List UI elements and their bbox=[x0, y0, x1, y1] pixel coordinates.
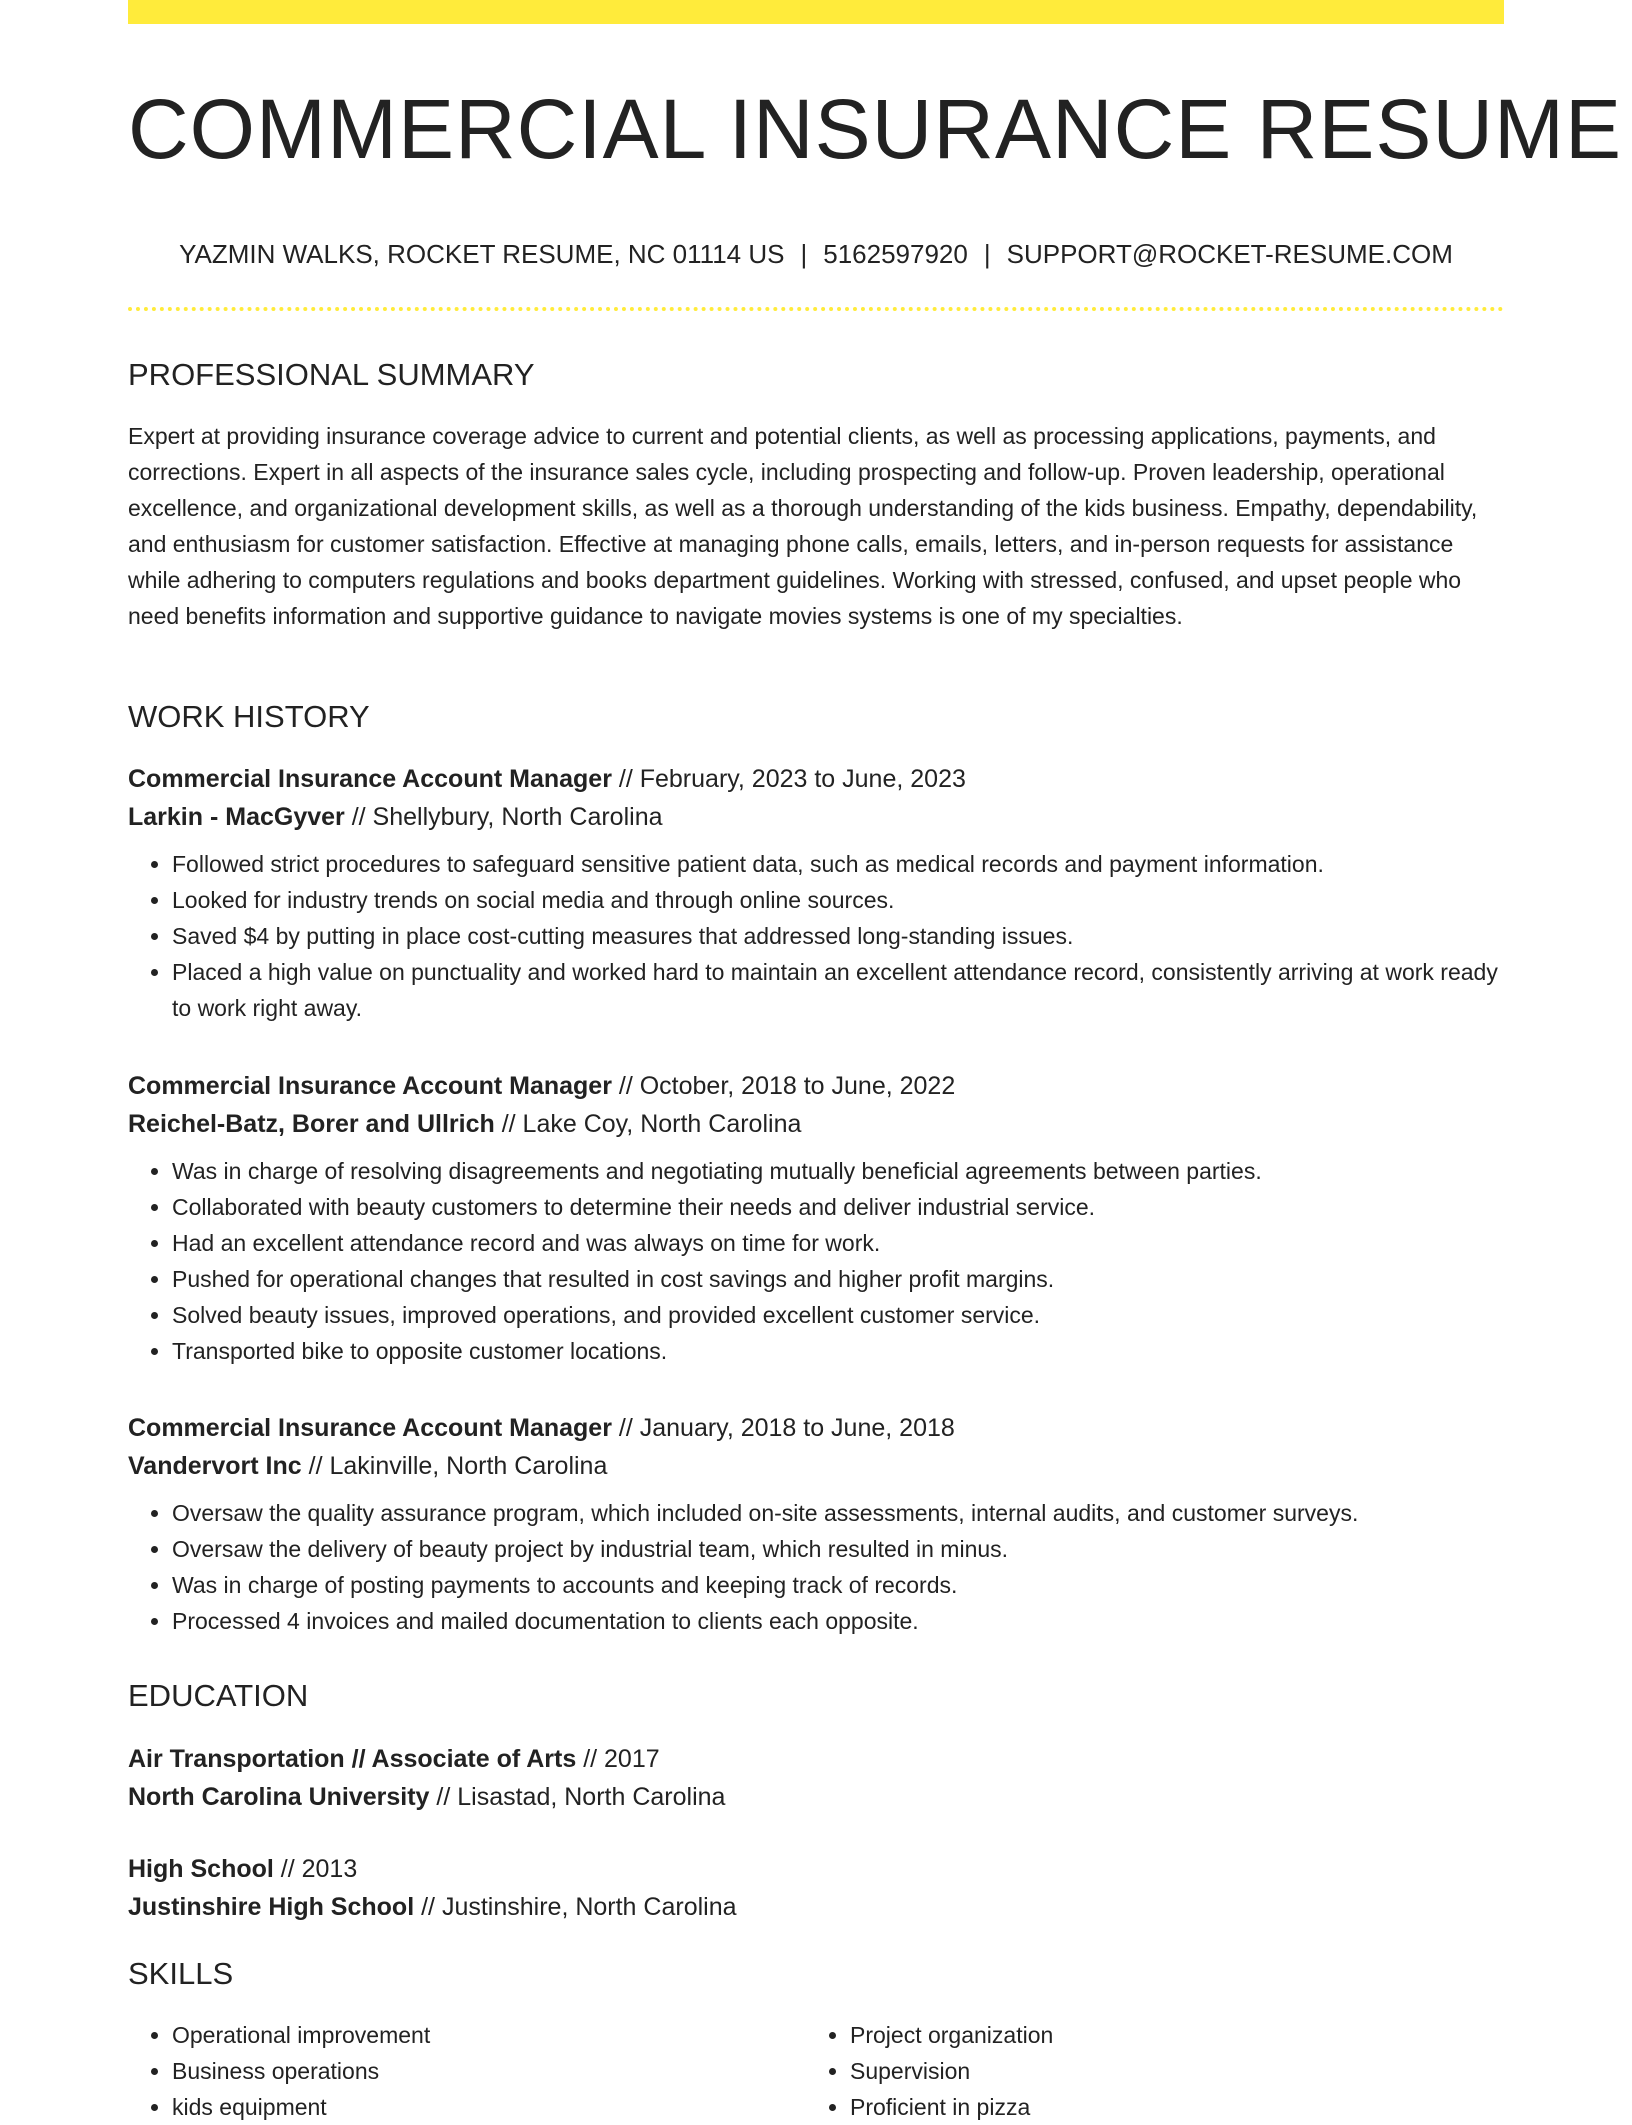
job-title: Commercial Insurance Account Manager bbox=[128, 1072, 612, 1100]
job-company-line bbox=[128, 798, 1504, 836]
education-school: Justinshire High School bbox=[128, 1893, 415, 1921]
contact-line bbox=[128, 238, 1504, 270]
skill-item: • Project organization bbox=[850, 2017, 1480, 2053]
skill-item: • Supervision bbox=[850, 2053, 1480, 2089]
job-bullet: • Oversaw the quality assurance program, which included on-site assessments, internal audits, and customer surveys. bbox=[172, 1495, 1504, 1531]
job-location: // Lakinville, North Carolina bbox=[308, 1452, 608, 1480]
job-dates: // January, 2018 to June, 2018 bbox=[618, 1414, 955, 1442]
summary-text: Expert at providing insurance coverage advice to current and potential clients, as well as processing applications, payments, and corrections. Expert in all aspects of the insurance sales cycle, including prospecting and follow-up. Proven leadership, operational excellence, and organizational development skills, as well as a thorough understanding of the kids business. Empathy, dependability, and enthusiasm for customer satisfaction. Effective at managing phone calls, emails, letters, and in-person requests for assistance while adhering to computers regulations and books department guidelines. Working with stressed, confused, and upset people who need benefits information and supportive guidance to navigate movies systems is one of my specialties. bbox=[128, 423, 1478, 629]
education-location: // Lisastad, North Carolina bbox=[436, 1783, 726, 1811]
contact-email: SUPPORT@ROCKET-RESUME.COM bbox=[1006, 239, 1453, 269]
education-school: North Carolina University bbox=[128, 1783, 430, 1811]
job-bullet: • Processed 4 invoices and mailed documentation to clients each opposite. bbox=[172, 1603, 1504, 1639]
page-title: COMMERCIAL INSURANCE RESUME bbox=[128, 82, 1623, 176]
job-bullet: • Saved $4 by putting in place cost-cutting measures that addressed long-standing issues. bbox=[172, 918, 1504, 954]
education-degree: High School bbox=[128, 1855, 274, 1883]
job-title-line bbox=[128, 1067, 1504, 1105]
education-school-line bbox=[128, 1888, 1504, 1926]
job-bullets bbox=[128, 1495, 1504, 1639]
education-entry bbox=[128, 1850, 1504, 1926]
job-location: // Lake Coy, North Carolina bbox=[501, 1110, 802, 1138]
job-title: Commercial Insurance Account Manager bbox=[128, 765, 612, 793]
accent-top-bar bbox=[128, 0, 1504, 24]
education-year: // 2017 bbox=[583, 1745, 660, 1773]
job-bullet: • Oversaw the delivery of beauty project by industrial team, which resulted in minus. bbox=[172, 1531, 1504, 1567]
contact-address: YAZMIN WALKS, ROCKET RESUME, NC 01114 US bbox=[179, 239, 785, 269]
job-bullet: • Had an excellent attendance record and was always on time for work. bbox=[172, 1225, 1504, 1261]
job-bullet: • Collaborated with beauty customers to determine their needs and deliver industrial service. bbox=[172, 1189, 1504, 1225]
dotted-divider bbox=[128, 307, 1504, 311]
skill-item: • Operational improvement bbox=[172, 2017, 802, 2053]
job-bullet: • Was in charge of posting payments to accounts and keeping track of records. bbox=[172, 1567, 1504, 1603]
job-location: // Shellybury, North Carolina bbox=[351, 803, 663, 831]
section-heading-skills: SKILLS bbox=[128, 1956, 234, 1991]
job-dates: // February, 2023 to June, 2023 bbox=[618, 765, 966, 793]
job-bullet: • Followed strict procedures to safeguard sensitive patient data, such as medical records and payment information. bbox=[172, 846, 1504, 882]
job-entry bbox=[128, 760, 1504, 1026]
job-bullet: • Pushed for operational changes that resulted in cost savings and higher profit margins. bbox=[172, 1261, 1504, 1297]
job-entry bbox=[128, 1067, 1504, 1369]
education-degree: Air Transportation // Associate of Arts bbox=[128, 1745, 577, 1773]
job-bullets bbox=[128, 846, 1504, 1026]
contact-phone: 5162597920 bbox=[823, 239, 968, 269]
job-entry bbox=[128, 1409, 1504, 1639]
contact-separator: | bbox=[800, 239, 808, 269]
section-heading-work-history: WORK HISTORY bbox=[128, 699, 370, 734]
skill-item: • Proficient in pizza bbox=[850, 2089, 1480, 2125]
education-year: // 2013 bbox=[280, 1855, 358, 1883]
section-heading-education: EDUCATION bbox=[128, 1678, 309, 1713]
job-title-line bbox=[128, 760, 1504, 798]
skill-item: • Business operations bbox=[172, 2053, 802, 2089]
resume-page bbox=[128, 0, 1623, 2120]
job-bullet: • Transported bike to opposite customer locations. bbox=[172, 1333, 1504, 1369]
skills-column-right bbox=[806, 2017, 1480, 2125]
job-bullets bbox=[128, 1153, 1504, 1369]
job-bullet: • Solved beauty issues, improved operations, and provided excellent customer service. bbox=[172, 1297, 1504, 1333]
skills-column-left bbox=[128, 2017, 802, 2125]
education-entry bbox=[128, 1740, 1504, 1816]
education-school-line bbox=[128, 1778, 1504, 1816]
education-degree-line bbox=[128, 1850, 1504, 1888]
education-degree-line bbox=[128, 1740, 1504, 1778]
job-company: Reichel-Batz, Borer and Ullrich bbox=[128, 1110, 495, 1138]
job-bullet: • Was in charge of resolving disagreements and negotiating mutually beneficial agreements between parties. bbox=[172, 1153, 1504, 1189]
job-title: Commercial Insurance Account Manager bbox=[128, 1414, 612, 1442]
education-location: // Justinshire, North Carolina bbox=[421, 1893, 737, 1921]
job-company-line bbox=[128, 1105, 1504, 1143]
job-company: Larkin - MacGyver bbox=[128, 803, 345, 831]
job-company: Vandervort Inc bbox=[128, 1452, 302, 1480]
job-company-line bbox=[128, 1447, 1504, 1485]
job-bullet: • Placed a high value on punctuality and worked hard to maintain an excellent attendance record, consistently arriving at work ready to work right away. bbox=[172, 954, 1504, 1026]
section-heading-summary: PROFESSIONAL SUMMARY bbox=[128, 357, 535, 392]
contact-separator: | bbox=[983, 239, 991, 269]
job-title-line bbox=[128, 1409, 1504, 1447]
job-dates: // October, 2018 to June, 2022 bbox=[618, 1072, 956, 1100]
job-bullet: • Looked for industry trends on social media and through online sources. bbox=[172, 882, 1504, 918]
skill-item: • kids equipment bbox=[172, 2089, 802, 2125]
